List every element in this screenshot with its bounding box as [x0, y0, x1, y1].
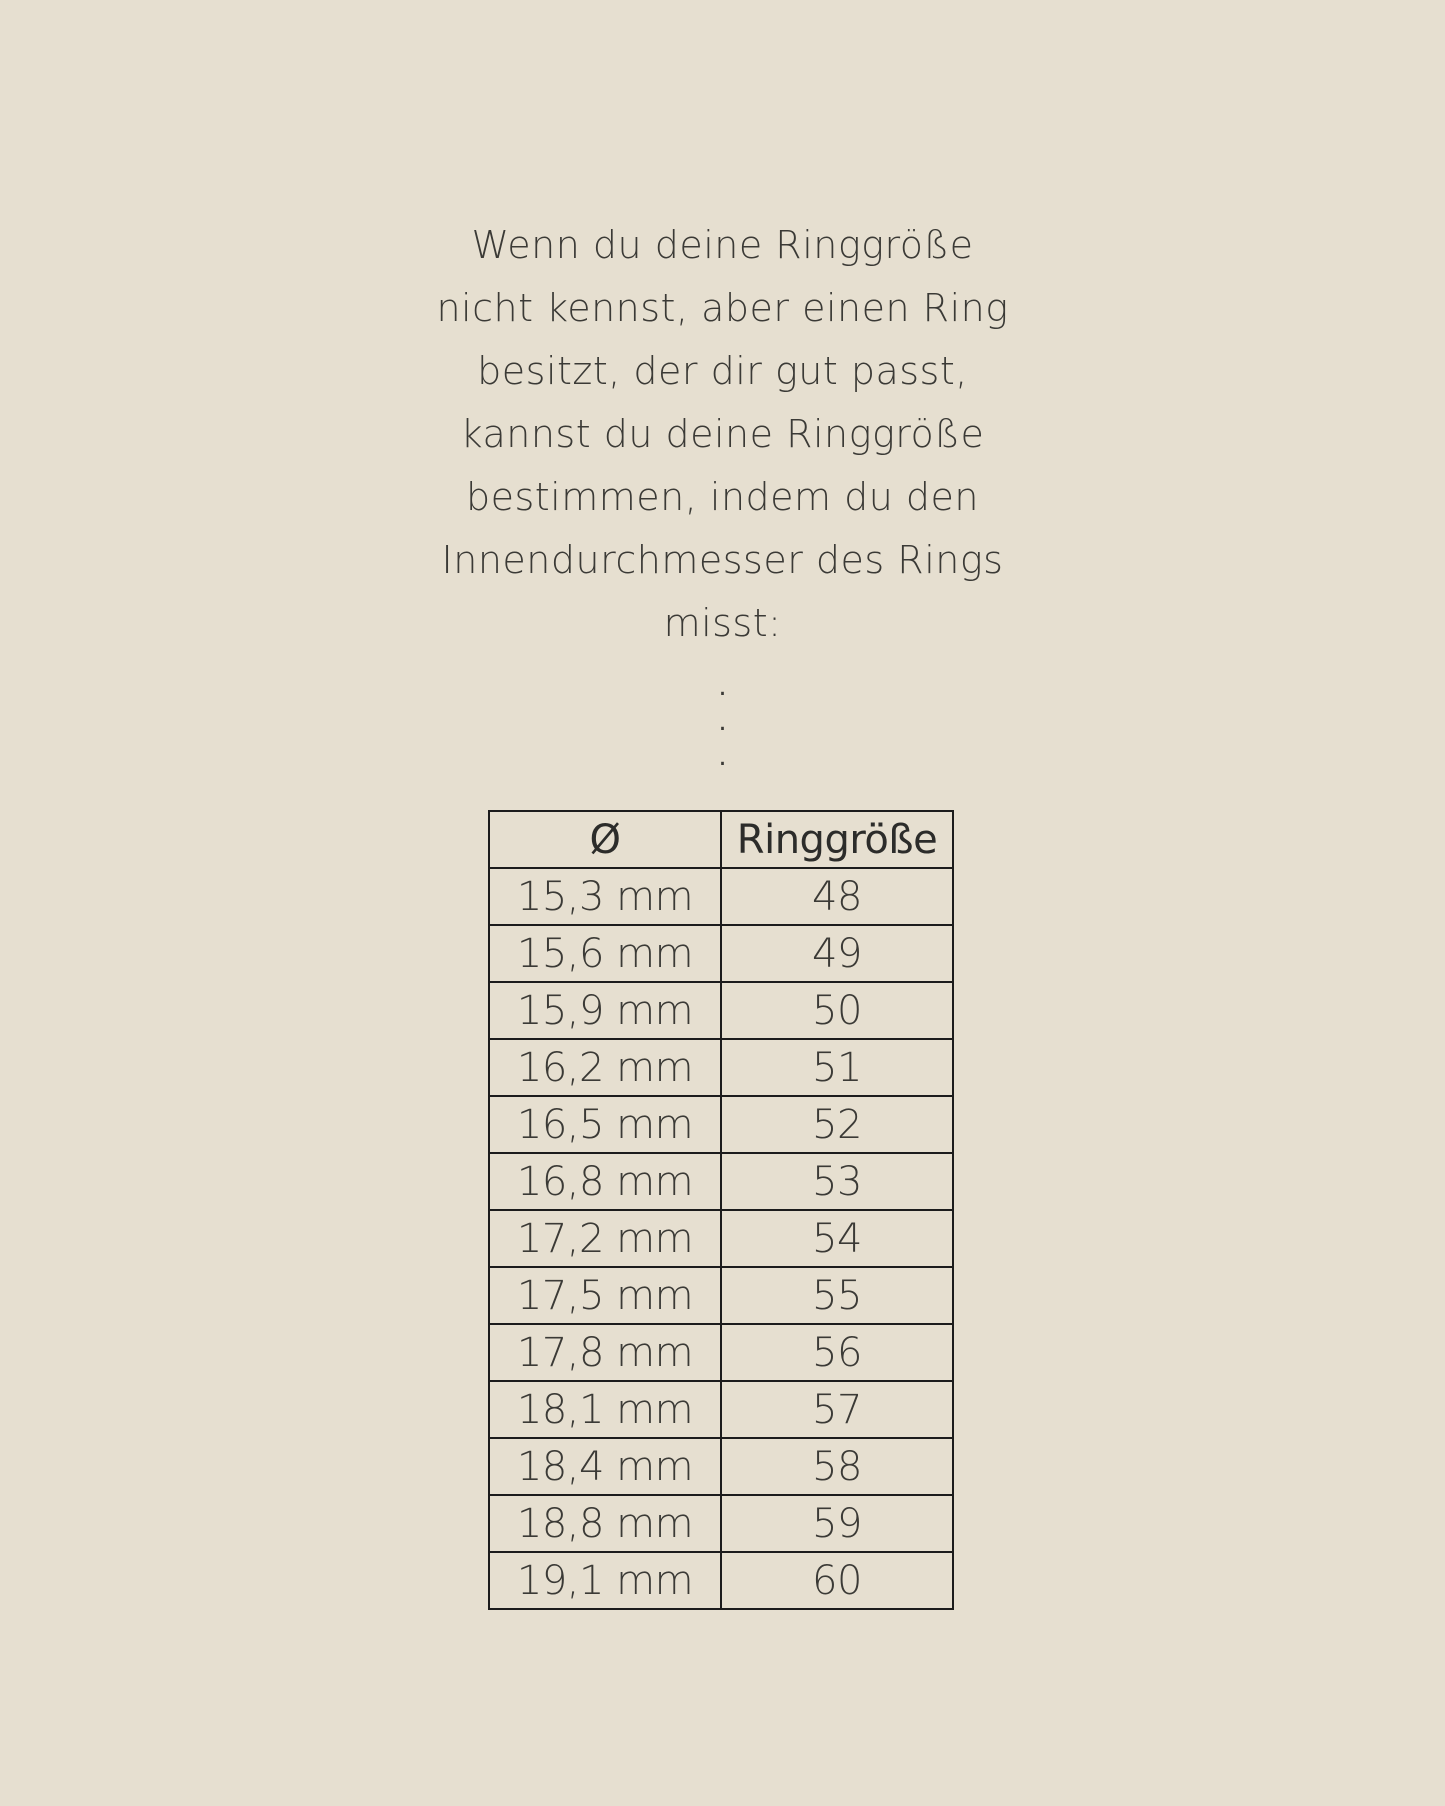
diameter-cell: 17,2 mm — [489, 1210, 721, 1267]
diameter-cell: 18,1 mm — [489, 1381, 721, 1438]
table-row — [489, 1153, 953, 1210]
table-row — [489, 1495, 953, 1552]
table-row — [489, 1039, 953, 1096]
ring-size-table — [488, 810, 954, 1610]
ring-size-cell: 51 — [721, 1039, 953, 1096]
diameter-cell: 16,8 mm — [489, 1153, 721, 1210]
diameter-cell: 17,8 mm — [489, 1324, 721, 1381]
diameter-cell: 18,8 mm — [489, 1495, 721, 1552]
intro-line: nicht kennst, aber einen Ring — [436, 286, 1009, 330]
ring-size-cell: 60 — [721, 1552, 953, 1609]
ring-size-cell: 59 — [721, 1495, 953, 1552]
ring-size-cell: 58 — [721, 1438, 953, 1495]
intro-line: Wenn du deine Ringgröße — [471, 223, 974, 267]
table-row — [489, 868, 953, 925]
diameter-cell: 15,6 mm — [489, 925, 721, 982]
intro-line: bestimmen, indem du den — [465, 475, 979, 519]
intro-line: misst: — [663, 601, 782, 645]
table-header-row — [489, 811, 953, 868]
ring-size-cell: 52 — [721, 1096, 953, 1153]
diameter-cell: 19,1 mm — [489, 1552, 721, 1609]
ring-size-cell: 57 — [721, 1381, 953, 1438]
ring-size-cell: 55 — [721, 1267, 953, 1324]
ring-size-cell: 53 — [721, 1153, 953, 1210]
intro-line: besitzt, der dir gut passt, — [477, 349, 968, 393]
table-row — [489, 1324, 953, 1381]
table-row — [489, 1210, 953, 1267]
diameter-cell: 18,4 mm — [489, 1438, 721, 1495]
dot-separator — [0, 670, 1445, 775]
intro-line: Innendurchmesser des Rings — [441, 538, 1004, 582]
intro-text — [0, 214, 1445, 655]
table-row — [489, 1438, 953, 1495]
diameter-cell: 17,5 mm — [489, 1267, 721, 1324]
diameter-cell: 15,9 mm — [489, 982, 721, 1039]
ring-size-header: Ringgröße — [721, 811, 953, 868]
ring-size-cell: 50 — [721, 982, 953, 1039]
table-row — [489, 1552, 953, 1609]
diameter-cell: 15,3 mm — [489, 868, 721, 925]
dot: . — [718, 707, 727, 737]
dot: . — [718, 672, 727, 702]
diameter-cell: 16,2 mm — [489, 1039, 721, 1096]
dot: . — [718, 742, 727, 772]
intro-line: kannst du deine Ringgröße — [460, 412, 985, 456]
table-row — [489, 1381, 953, 1438]
table-row — [489, 1267, 953, 1324]
ring-size-cell: 48 — [721, 868, 953, 925]
ring-size-cell: 49 — [721, 925, 953, 982]
table-row — [489, 925, 953, 982]
table-row — [489, 1096, 953, 1153]
ring-size-cell: 54 — [721, 1210, 953, 1267]
table-row — [489, 982, 953, 1039]
ring-size-cell: 56 — [721, 1324, 953, 1381]
diameter-header: Ø — [489, 811, 721, 868]
diameter-cell: 16,5 mm — [489, 1096, 721, 1153]
